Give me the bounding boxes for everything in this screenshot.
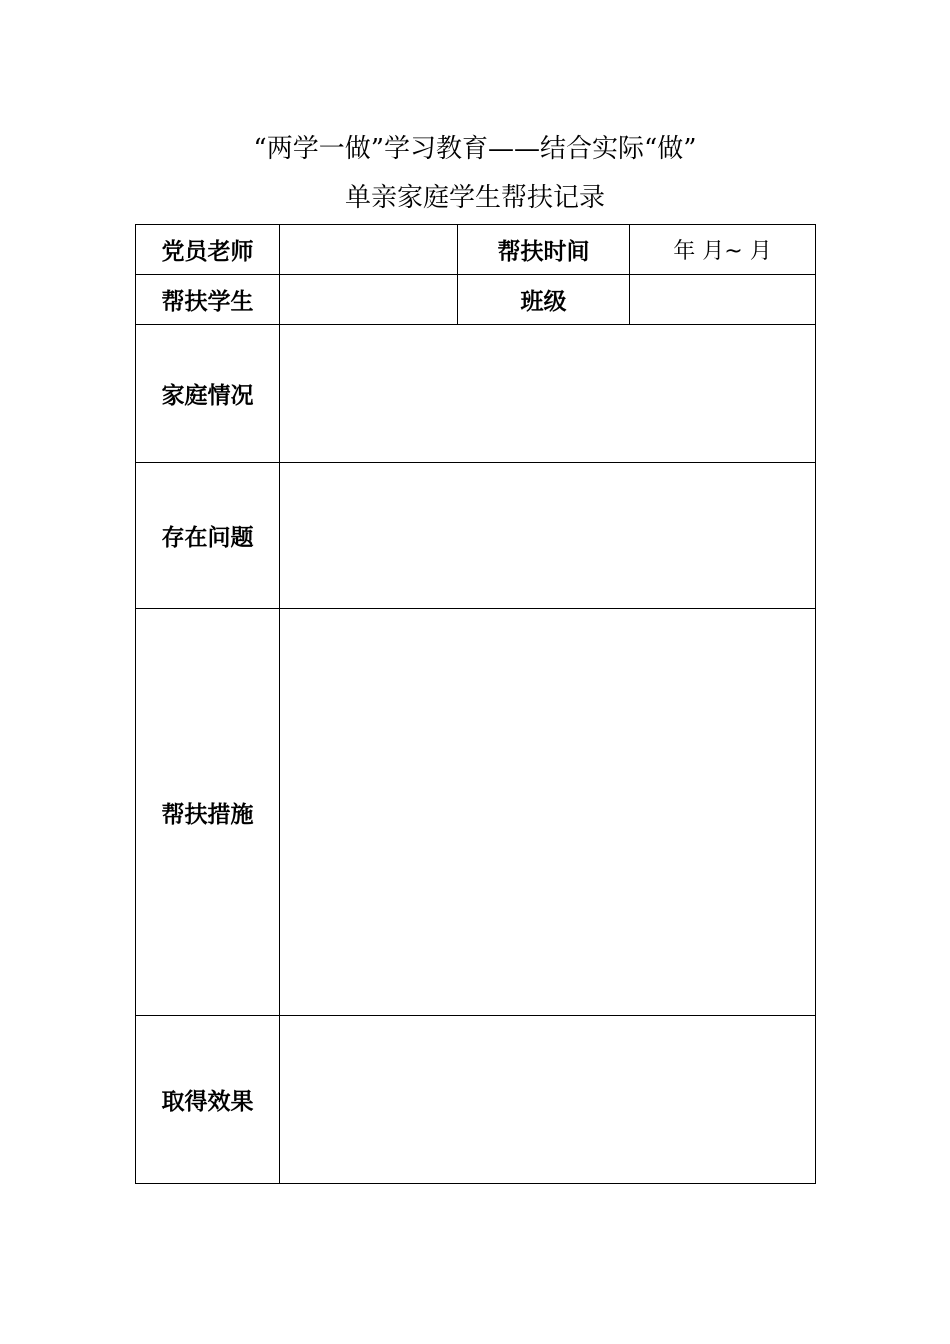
document-title: “两学一做”学习教育——结合实际“做” <box>253 134 697 164</box>
results-field[interactable] <box>280 1016 816 1184</box>
form-row-student <box>136 275 816 325</box>
form-row-measures <box>136 609 816 1016</box>
class-field[interactable] <box>630 275 816 325</box>
class-label: 班级 <box>458 275 630 325</box>
results-label: 取得效果 <box>136 1016 280 1184</box>
form-row-family <box>136 325 816 463</box>
form-row-results <box>136 1016 816 1184</box>
form-row-problems <box>136 463 816 609</box>
measures-field[interactable] <box>280 609 816 1016</box>
teacher-field[interactable] <box>280 225 458 275</box>
record-form-table <box>135 224 816 1184</box>
measures-label: 帮扶措施 <box>136 609 280 1016</box>
period-label: 帮扶时间 <box>458 225 630 275</box>
problems-label: 存在问题 <box>136 463 280 609</box>
form-row-teacher <box>136 225 816 275</box>
family-label: 家庭情况 <box>136 325 280 463</box>
document-subtitle: 单亲家庭学生帮扶记录 <box>344 183 605 213</box>
student-label: 帮扶学生 <box>136 275 280 325</box>
family-field[interactable] <box>280 325 816 463</box>
student-field[interactable] <box>280 275 458 325</box>
period-field[interactable]: 年 月~ 月 <box>630 225 816 275</box>
teacher-label: 党员老师 <box>136 225 280 275</box>
problems-field[interactable] <box>280 463 816 609</box>
